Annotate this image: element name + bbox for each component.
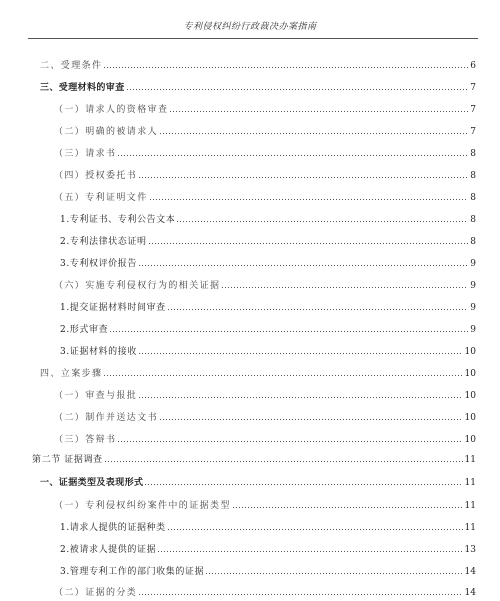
running-header: 专利侵权纠纷行政裁决办案指南 <box>183 22 317 32</box>
toc-entry[interactable] <box>54 146 476 162</box>
toc-entry-page-number: 8 <box>470 237 476 247</box>
toc-entry-page-number: 14 <box>464 588 476 598</box>
toc-entry[interactable] <box>54 585 476 601</box>
toc-entry[interactable] <box>40 80 476 96</box>
toc-entry-title: 四、立案步骤 <box>40 369 103 379</box>
dot-leader <box>138 397 462 398</box>
toc-entry[interactable] <box>60 256 476 272</box>
toc-entry-page-number: 7 <box>470 83 476 93</box>
toc-entry-title: 三、受理材料的审查 <box>40 83 125 93</box>
toc-entry-title: （五）专利证明文件 <box>54 193 148 203</box>
toc-entry-title: 3.证据材料的接收 <box>60 347 137 357</box>
toc-entry-page-number: 10 <box>464 413 476 423</box>
toc-entry-title: 2.被请求人提供的证据 <box>60 545 157 555</box>
toc-entry[interactable] <box>40 366 476 382</box>
toc-entry-page-number: 10 <box>464 391 476 401</box>
toc-entry-title: 1.专利证书、专利公告文本 <box>60 215 176 225</box>
toc-entry-title: 2.形式审查 <box>60 325 109 335</box>
toc-entry-page-number: 8 <box>470 215 476 225</box>
toc-entry-page-number: 9 <box>470 281 476 291</box>
toc-entry-title: 2.专利法律状态证明 <box>60 237 147 247</box>
toc-entry[interactable] <box>60 344 476 360</box>
toc-entry[interactable] <box>60 542 476 558</box>
toc-entry-title: （三）请求书 <box>54 149 117 159</box>
dot-leader <box>167 529 463 530</box>
dot-leader <box>159 133 468 134</box>
toc-entry[interactable] <box>60 564 476 580</box>
dot-leader <box>126 89 469 90</box>
toc-entry[interactable] <box>40 475 476 491</box>
toc-entry-page-number: 14 <box>464 567 476 577</box>
toc-entry-page-number: 11 <box>464 523 476 533</box>
toc-entry-page-number: 10 <box>464 347 476 357</box>
dot-leader <box>205 573 462 574</box>
toc-entry-title: 3.专利权评价报告 <box>60 259 137 269</box>
toc-entry[interactable] <box>60 322 476 338</box>
dot-leader <box>169 111 468 112</box>
toc-entry-title: 1.提交证据材料时间审查 <box>60 303 166 313</box>
toc-entry-page-number: 11 <box>464 455 476 465</box>
toc-entry[interactable] <box>60 212 476 228</box>
toc-entry[interactable] <box>54 124 476 140</box>
toc-entry-page-number: 9 <box>470 259 476 269</box>
toc-entry-title: （二）制作并送达文书 <box>54 413 159 423</box>
toc-entry[interactable] <box>54 432 476 448</box>
dot-leader <box>221 287 468 288</box>
toc-entry[interactable] <box>40 58 476 74</box>
dot-leader <box>167 309 468 310</box>
toc-entry-title: 1.请求人提供的证据种类 <box>60 523 166 533</box>
dot-leader <box>138 177 468 178</box>
toc-entry[interactable] <box>54 278 476 294</box>
dot-leader <box>138 594 462 595</box>
toc-entry[interactable] <box>54 190 476 206</box>
toc-entry-title: （四）授权委托书 <box>54 171 138 181</box>
dot-leader <box>148 243 469 244</box>
toc-entry-page-number: 10 <box>464 435 476 445</box>
dot-leader <box>138 265 468 266</box>
toc-entry-title: 一、证据类型及表现形式 <box>40 478 144 488</box>
toc-entry-title: 第二节 证据调查 <box>32 455 103 465</box>
toc-entry-page-number: 7 <box>470 105 476 115</box>
toc-entry[interactable] <box>54 102 476 118</box>
toc-entry-title: 3.管理专利工作的部门收集的证据 <box>60 567 205 577</box>
toc-entry[interactable] <box>54 168 476 184</box>
toc-entry-title: （一）专利侵权纠纷案件中的证据类型 <box>54 501 231 511</box>
dot-leader <box>138 353 463 354</box>
dot-leader <box>117 155 468 156</box>
toc-entry-title: （六）实施专利侵权行为的相关证据 <box>54 281 221 291</box>
toc-entry-page-number: 11 <box>464 478 476 488</box>
toc-entry-page-number: 9 <box>470 303 476 313</box>
dot-leader <box>117 441 462 442</box>
dot-leader <box>176 221 468 222</box>
toc-entry-title: （二）明确的被请求人 <box>54 127 159 137</box>
dot-leader <box>157 551 462 552</box>
toc-entry-title: （三）答辩书 <box>54 435 117 445</box>
toc-entry[interactable] <box>54 498 476 514</box>
dot-leader <box>232 507 463 508</box>
toc-entry[interactable] <box>60 520 476 536</box>
toc-entry-page-number: 8 <box>470 171 476 181</box>
toc-entry-page-number: 8 <box>470 193 476 203</box>
toc-entry[interactable] <box>54 388 476 404</box>
header-rule <box>28 38 478 39</box>
toc-entry[interactable] <box>32 452 476 468</box>
dot-leader <box>109 331 468 332</box>
dot-leader <box>103 67 468 68</box>
toc-entry-title: 二、受理条件 <box>40 61 103 71</box>
dot-leader <box>144 484 462 485</box>
toc-entry-page-number: 8 <box>470 149 476 159</box>
dot-leader <box>149 199 469 200</box>
toc-entry-page-number: 13 <box>464 545 476 555</box>
toc-entry-title: （一）请求人的资格审查 <box>54 105 169 115</box>
toc-entry-page-number: 11 <box>464 501 476 511</box>
toc-entry-page-number: 10 <box>464 369 476 379</box>
dot-leader <box>159 419 463 420</box>
toc-entry[interactable] <box>60 300 476 316</box>
toc-entry-title: （一）审查与报批 <box>54 391 138 401</box>
toc-entry-page-number: 7 <box>470 127 476 137</box>
dot-leader <box>103 375 462 376</box>
toc-entry-page-number: 6 <box>470 61 476 71</box>
toc-entry[interactable] <box>54 410 476 426</box>
toc-entry[interactable] <box>60 234 476 250</box>
dot-leader <box>104 461 463 462</box>
toc-entry-page-number: 9 <box>470 325 476 335</box>
toc-entry-title: （二）证据的分类 <box>54 588 138 598</box>
